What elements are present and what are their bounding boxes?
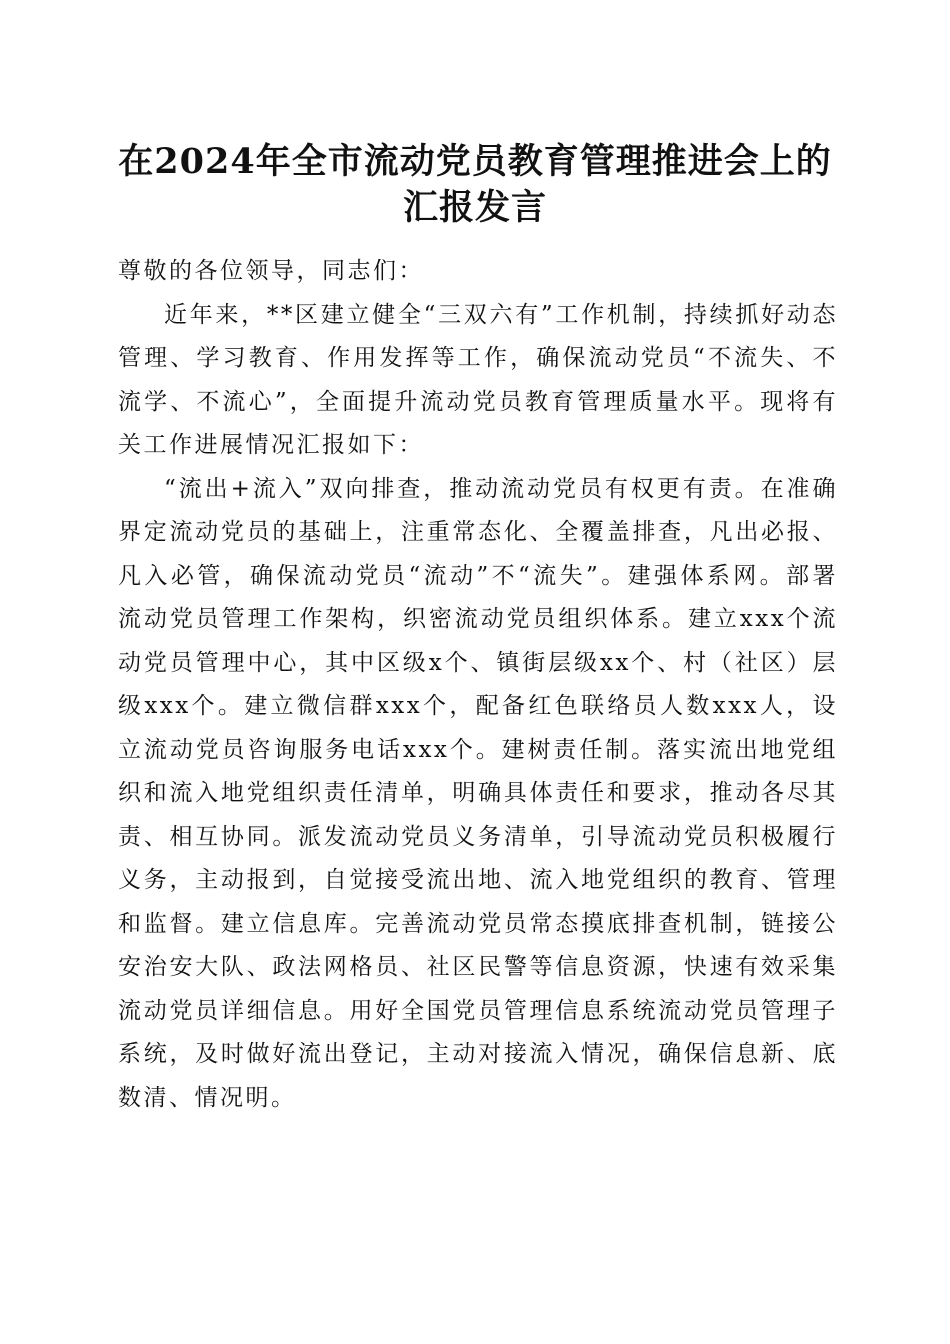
document-title-line-2: 汇报发言 bbox=[402, 187, 547, 228]
salutation: 尊敬的各位领导，同志们： bbox=[118, 258, 424, 284]
paragraph-intro: 近年来，**区建立健全“三双六有”工作机制，持续抓好动态管理、学习教育、作用发挥等工作，确保流动党员“不流失、不流学、不流心”，全面提升流动党员教育管理质量水平。现将有关工作进展情况汇报如下： bbox=[118, 301, 838, 458]
document-body bbox=[118, 250, 838, 1120]
document-title-line-1: 在2024年全市流动党员教育管理推进会上的 bbox=[118, 141, 832, 182]
paragraph-bidirectional-screening: “流出+流入”双向排查，推动流动党员有权更有责。在准确界定流动党员的基础上，注重常态化、全覆盖排查，凡出必报、凡入必管，确保流动党员“流动”不“流失”。建强体系网。部署流动党员管理工作架构，织密流动党员组织体系。建立xxx个流动党员管理中心，其中区级x个、镇街层级xx个、村（社区）层级xxx个。建立微信群xxx个，配备红色联络员人数xxx人，设立流动党员咨询服务电话xxx个。建树责任制。落实流出地党组织和流入地党组织责任清单，明确具体责任和要求，推动各尽其责、相互协同。派发流动党员义务清单，引导流动党员积极履行义务，主动报到，自觉接受流出地、流入地党组织的教育、管理和监督。建立信息库。完善流动党员常态摸底排查机制，链接公安治安大队、政法网格员、社区民警等信息资源，快速有效采集流动党员详细信息。用好全国党员管理信息系统流动党员管理子系统，及时做好流出登记，主动对接流入情况，确保信息新、底数清、情况明。 bbox=[118, 475, 838, 1111]
